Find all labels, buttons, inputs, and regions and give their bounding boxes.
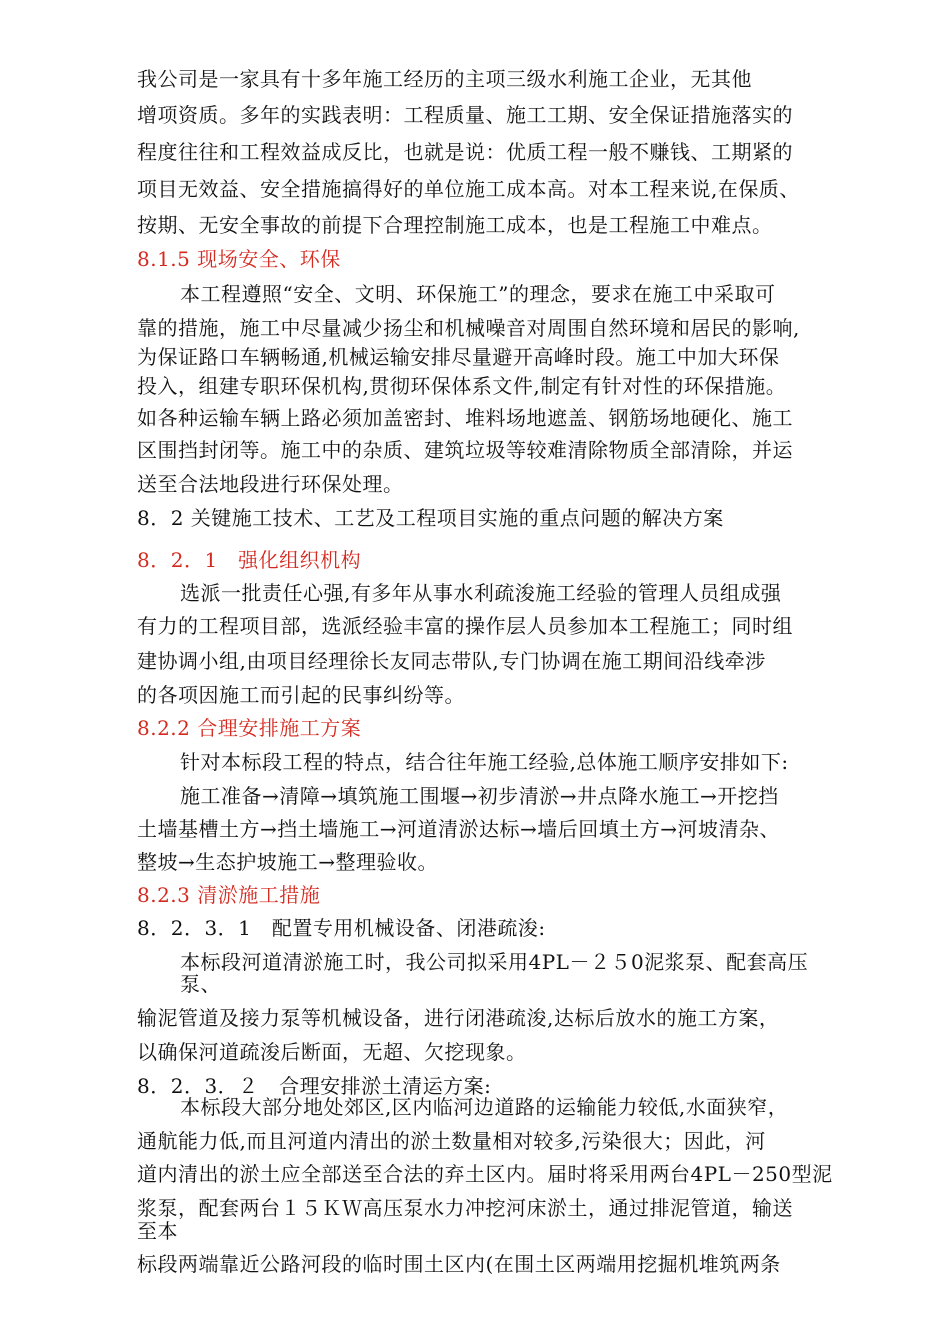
- section-8-1-5-heading: 8.1.5 现场安全、环保: [137, 247, 341, 271]
- s815-line-7: 送至合法地段进行环保处理。: [137, 472, 404, 496]
- section-8-2-3-heading: 8.2.3 清淤施工措施: [137, 883, 321, 907]
- s815-line-5: 如各种运输车辆上路必须加盖密封、堆料场地遮盖、钢筋场地硬化、施工: [137, 406, 793, 430]
- s822-line-3: 土墙基槽土方→挡土墙施工→河道清淤达标→墙后回填土方→河坡清杂、: [137, 817, 781, 841]
- s815-line-1: 本工程遵照“安全、文明、环保施工”的理念，要求在施工中采取可: [180, 282, 776, 306]
- section-8-2-heading: 8．2 关键施工技术、工艺及工程项目实施的重点问题的解决方案: [137, 506, 724, 530]
- s815-line-6: 区围挡封闭等。施工中的杂质、建筑垃圾等较难清除物质全部清除，并运: [137, 438, 793, 462]
- s822-line-4: 整坡→生态护坡施工→整理验收。: [137, 850, 439, 874]
- section-8-2-2-heading: 8.2.2 合理安排施工方案: [137, 716, 362, 740]
- intro-line-4: 项目无效益、安全措施搞得好的单位施工成本高。对本工程来说,在保质、: [137, 177, 800, 201]
- s821-line-3: 建协调小组,由项目经理徐长友同志带队,专门协调在施工期间沿线牵涉: [137, 649, 766, 673]
- s8231-line-3: 输泥管道及接力泵等机械设备，进行闭港疏浚,达标后放水的施工方案，: [137, 1006, 780, 1030]
- s8231-line-2: 泵、: [180, 972, 221, 996]
- s821-line-1: 选派一批责任心强,有多年从事水利疏浚施工经验的管理人员组成强: [180, 581, 782, 605]
- s822-line-1: 针对本标段工程的特点，结合往年施工经验,总体施工顺序安排如下:: [180, 750, 789, 774]
- s815-line-4: 投入，组建专职环保机构,贯彻环保体系文件,制定有针对性的环保措施。: [137, 374, 787, 398]
- s8232-line-1: 本标段大部分地处郊区,区内临河边道路的运输能力较低,水面狭窄，: [180, 1095, 789, 1119]
- s815-line-2: 靠的措施，施工中尽量减少扬尘和机械噪音对周围自然环境和居民的影响,: [137, 316, 800, 340]
- section-8-2-3-2-heading: 8．2．3．２ 合理安排淤土清运方案:: [137, 1074, 492, 1098]
- s8231-line-1: 本标段河道清淤施工时，我公司拟采用4PL－２５0泥浆泵、配套高压: [180, 950, 809, 974]
- s8232-line-2: 通航能力低,而且河道内清出的淤土数量相对较多,污染很大；因此，河: [137, 1129, 766, 1153]
- s8232-line-5: 至本: [137, 1219, 178, 1243]
- s8232-line-6: 标段两端靠近公路河段的临时围土区内(在围土区两端用挖掘机堆筑两条: [137, 1252, 781, 1276]
- s8232-line-3: 道内清出的淤土应全部送至合法的弃土区内。届时将采用两台4PL－250型泥: [137, 1162, 833, 1186]
- section-8-2-1-heading: 8．2．1 强化组织机构: [137, 548, 362, 572]
- intro-line-3: 程度往往和工程效益成反比，也就是说：优质工程一般不赚钱、工期紧的: [137, 140, 793, 164]
- s815-line-3: 为保证路口车辆畅通,机械运输安排尽量避开高峰时段。施工中加大环保: [137, 345, 780, 369]
- section-8-2-3-1-heading: 8．2．3．1 配置专用机械设备、闭港疏浚:: [137, 916, 546, 940]
- intro-line-5: 按期、无安全事故的前提下合理控制施工成本，也是工程施工中难点。: [137, 213, 773, 237]
- s822-line-2: 施工准备→清障→填筑施工围堰→初步清淤→井点降水施工→开挖挡: [180, 784, 779, 808]
- s8232-line-4: 浆泵，配套两台１５ＫＷ高压泵水力冲挖河床淤土，通过排泥管道，输送: [137, 1196, 793, 1220]
- s821-line-2: 有力的工程项目部，选派经验丰富的操作层人员参加本工程施工；同时组: [137, 614, 793, 638]
- s821-line-4: 的各项因施工而引起的民事纠纷等。: [137, 683, 465, 707]
- s8231-line-4: 以确保河道疏浚后断面，无超、欠挖现象。: [137, 1040, 527, 1064]
- intro-line-1: 我公司是一家具有十多年施工经历的主项三级水利施工企业，无其他: [137, 67, 752, 91]
- intro-line-2: 增项资质。多年的实践表明：工程质量、施工工期、安全保证措施落实的: [137, 103, 793, 127]
